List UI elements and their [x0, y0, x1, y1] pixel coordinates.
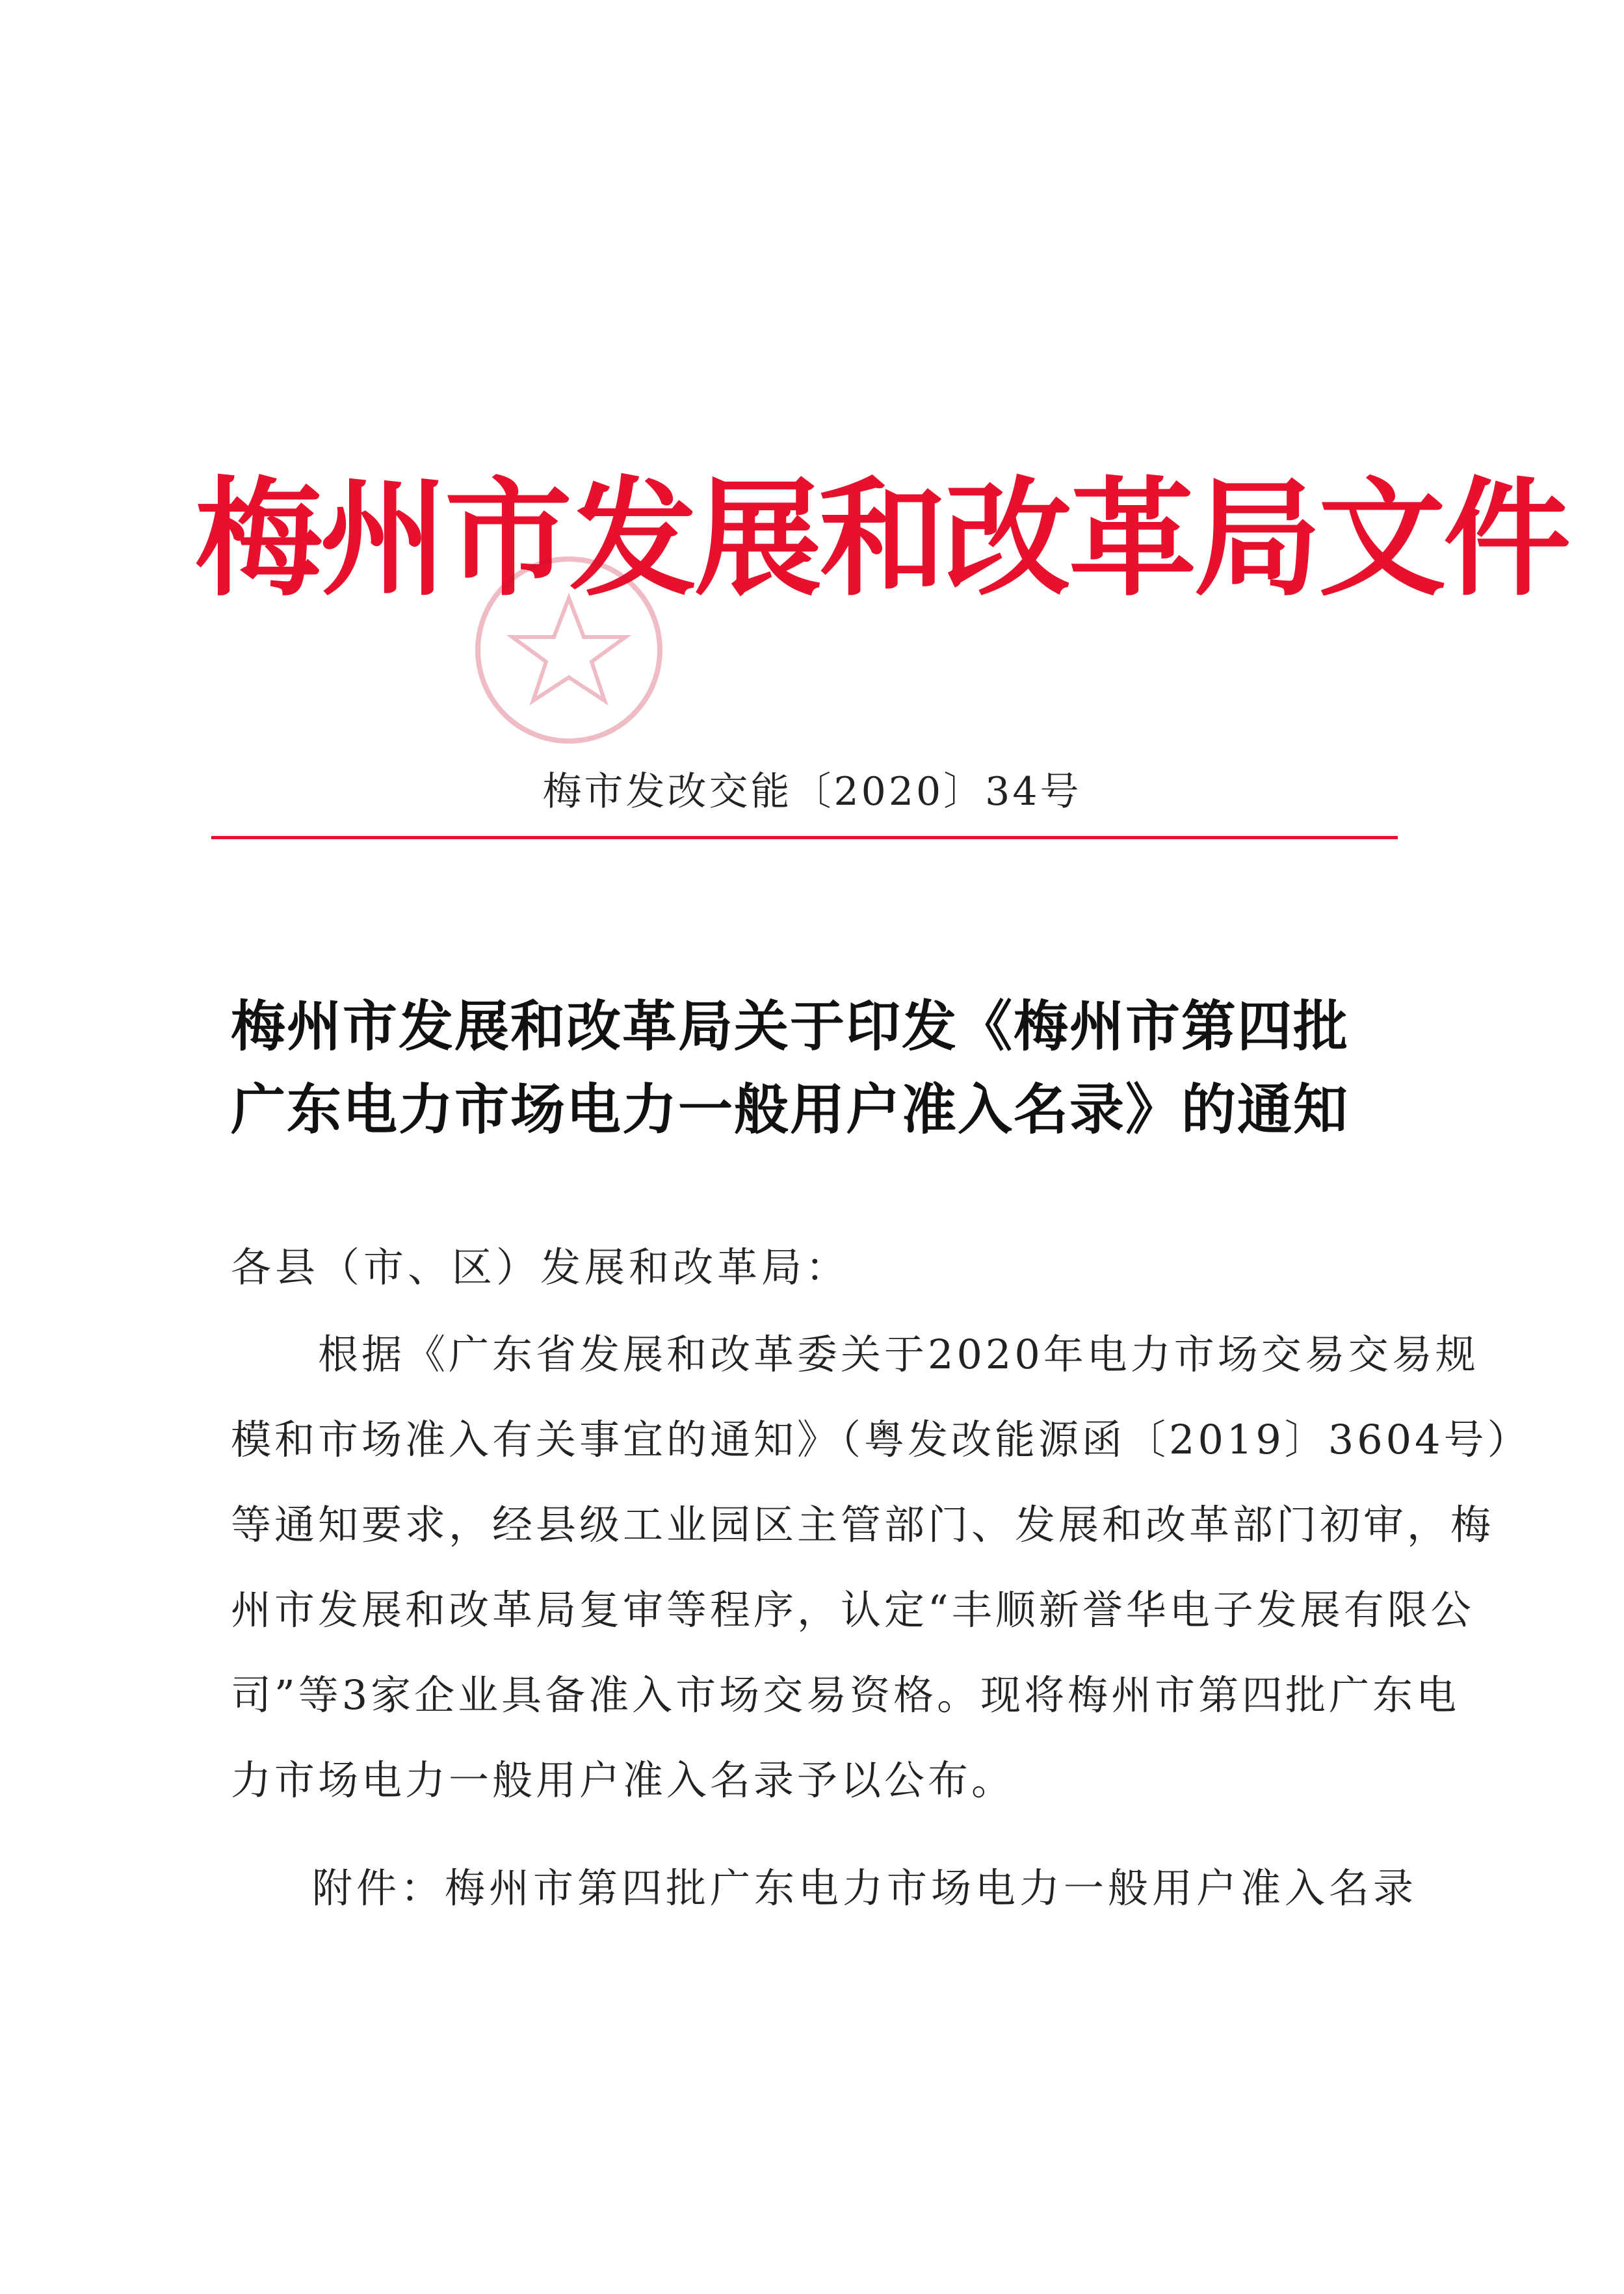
- paragraph-line: 力市场电力一般用户准入名录予以公布。: [231, 1756, 1015, 1804]
- notice-title-line: 梅州市发展和改革局关于印发《梅州市第四批: [231, 994, 1350, 1058]
- notice-title: [231, 985, 1427, 1151]
- issuing-authority-header: 梅州市发展和改革局文件: [195, 465, 1569, 614]
- document-number: 梅市发改交能〔2020〕34号: [542, 769, 1082, 815]
- faint-seal-impression: [416, 553, 722, 748]
- red-divider-line: [211, 836, 1398, 839]
- attachment-line: 附件：梅州市第四批广东电力市场电力一般用户准入名录: [312, 1864, 1418, 1912]
- paragraph-line: 等通知要求，经县级工业园区主管部门、发展和改革部门初审，梅: [231, 1501, 1495, 1548]
- paragraph-line: 模和市场准入有关事宜的通知》（粤发改能源函〔2019〕3604号）: [231, 1416, 1531, 1463]
- addressee-line: 各县（市、区）发展和改革局：: [231, 1244, 850, 1291]
- paragraph-line: 州市发展和改革局复审等程序，认定“丰顺新誉华电子发展有限公: [231, 1586, 1474, 1634]
- body-paragraph: [231, 1312, 1531, 1823]
- paragraph-line: 司”等3家企业具备准入市场交易资格。现将梅州市第四批广东电: [231, 1671, 1460, 1719]
- paragraph-line: 根据《广东省发展和改革委关于2020年电力市场交易交易规: [231, 1331, 1479, 1378]
- notice-title-line: 广东电力市场电力一般用户准入名录》的通知: [231, 1077, 1350, 1141]
